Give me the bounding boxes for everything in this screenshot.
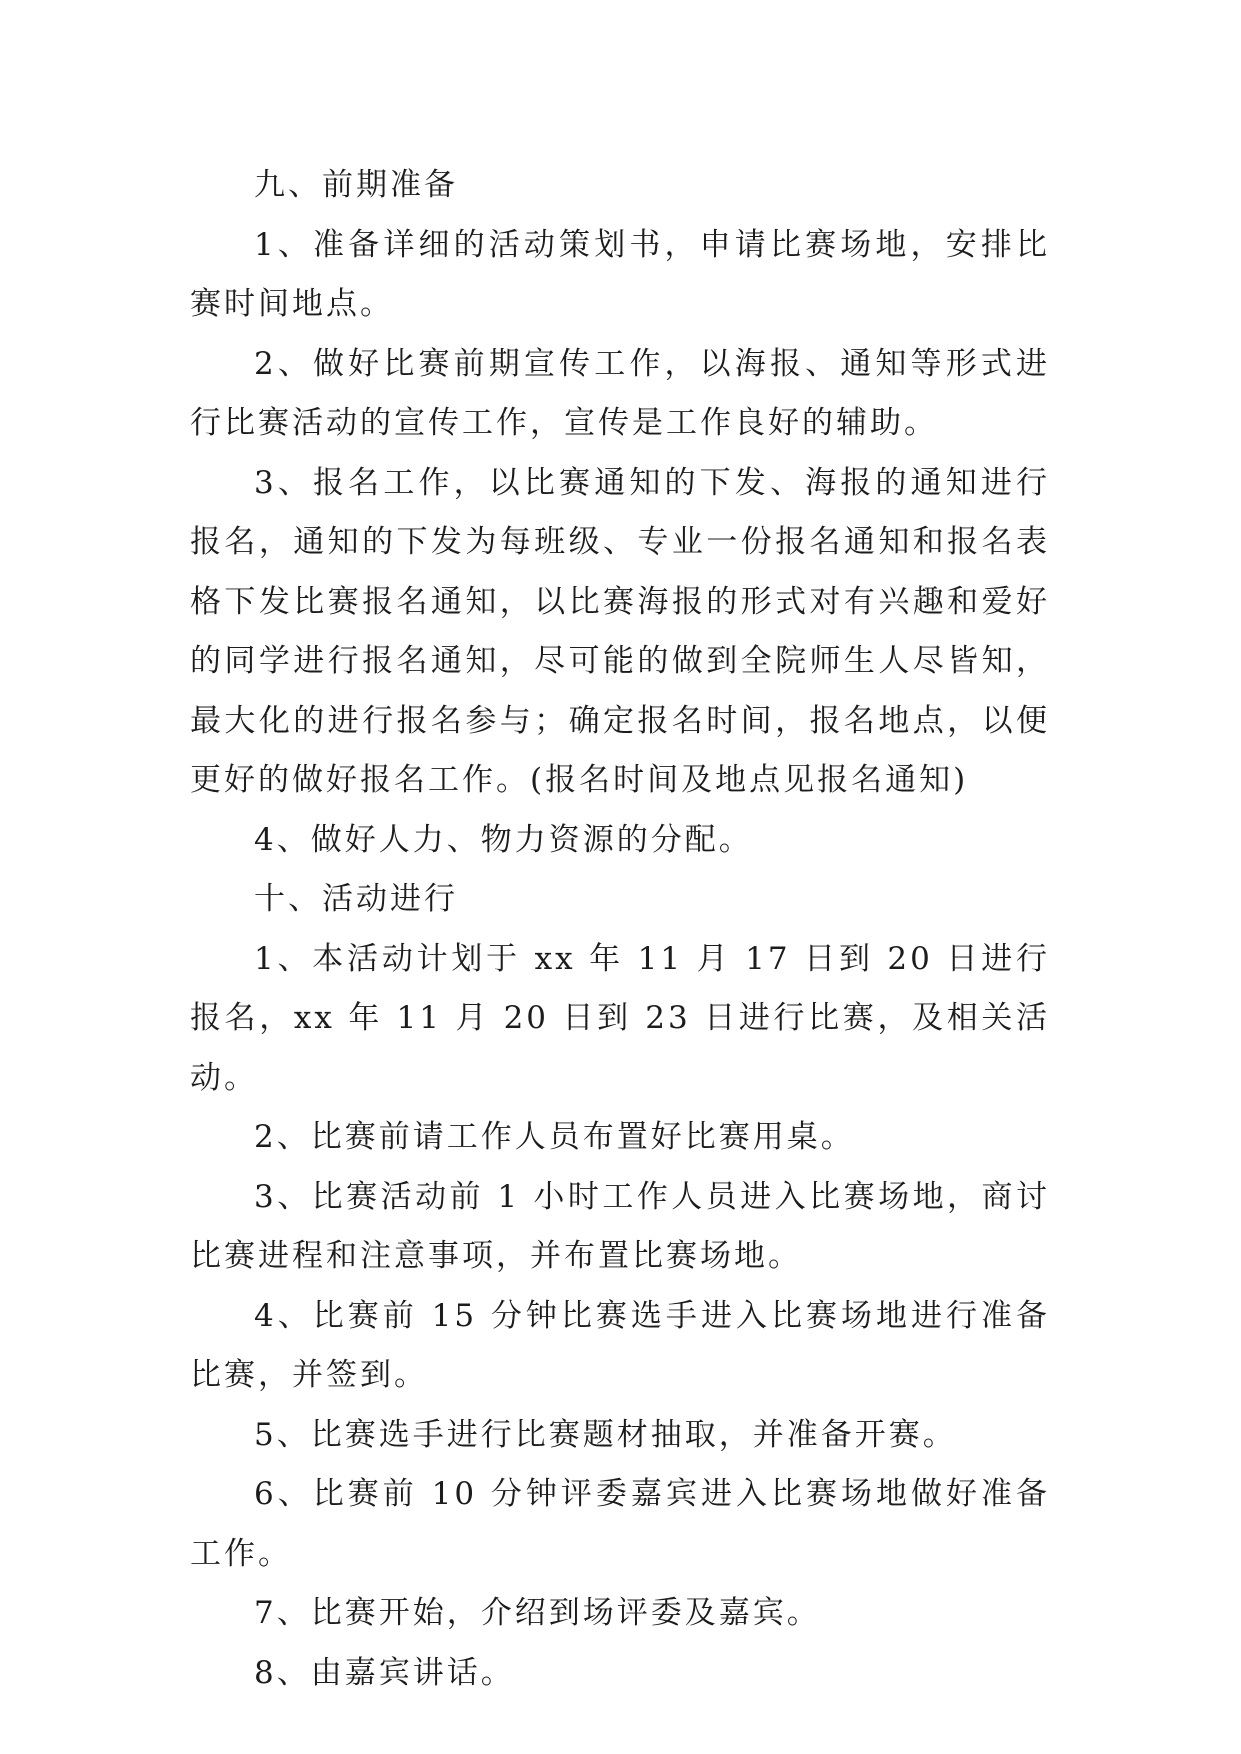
list-item: 3、比赛活动前 1 小时工作人员进入比赛场地，商讨比赛进程和注意事项，并布置比赛场地。 xyxy=(190,1178,1050,1274)
list-item: 2、比赛前请工作人员布置好比赛用桌。 xyxy=(254,1119,855,1155)
list-item: 8、由嘉宾讲话。 xyxy=(254,1654,515,1691)
list-item: 3、报名工作，以比赛通知的下发、海报的通知进行报名，通知的下发为每班级、专业一份报名通知和报名表格下发比赛报名通知，以比赛海报的形式对有兴趣和爱好的同学进行报名通知，尽可能的做到全院师生人尽皆知，最大化的进行报名参与；确定报名时间，报名地点，以便更好的做好报名工作。(报名时间及地点见报名通知) xyxy=(190,464,1050,798)
list-item: 2、做好比赛前期宣传工作，以海报、通知等形式进行比赛活动的宣传工作，宣传是工作良好的辅助。 xyxy=(190,345,1050,441)
section-heading-activity: 十、活动进行 xyxy=(254,881,458,917)
list-item: 4、做好人力、物力资源的分配。 xyxy=(254,821,753,858)
list-item: 4、比赛前 15 分钟比赛选手进入比赛场地进行准备比赛，并签到。 xyxy=(190,1297,1050,1393)
list-item: 1、准备详细的活动策划书，申请比赛场地，安排比赛时间地点。 xyxy=(190,226,1050,322)
list-item: 6、比赛前 10 分钟评委嘉宾进入比赛场地做好准备工作。 xyxy=(190,1476,1050,1572)
section-heading-preparation: 九、前期准备 xyxy=(254,167,458,203)
list-item: 7、比赛开始，介绍到场评委及嘉宾。 xyxy=(254,1595,821,1631)
document-body xyxy=(190,156,1050,1703)
list-item: 5、比赛选手进行比赛题材抽取，并准备开赛。 xyxy=(254,1416,957,1453)
list-item: 1、本活动计划于 xx 年 11 月 17 日到 20 日进行报名，xx 年 11 月 20 日到 23 日进行比赛，及相关活动。 xyxy=(190,940,1050,1096)
